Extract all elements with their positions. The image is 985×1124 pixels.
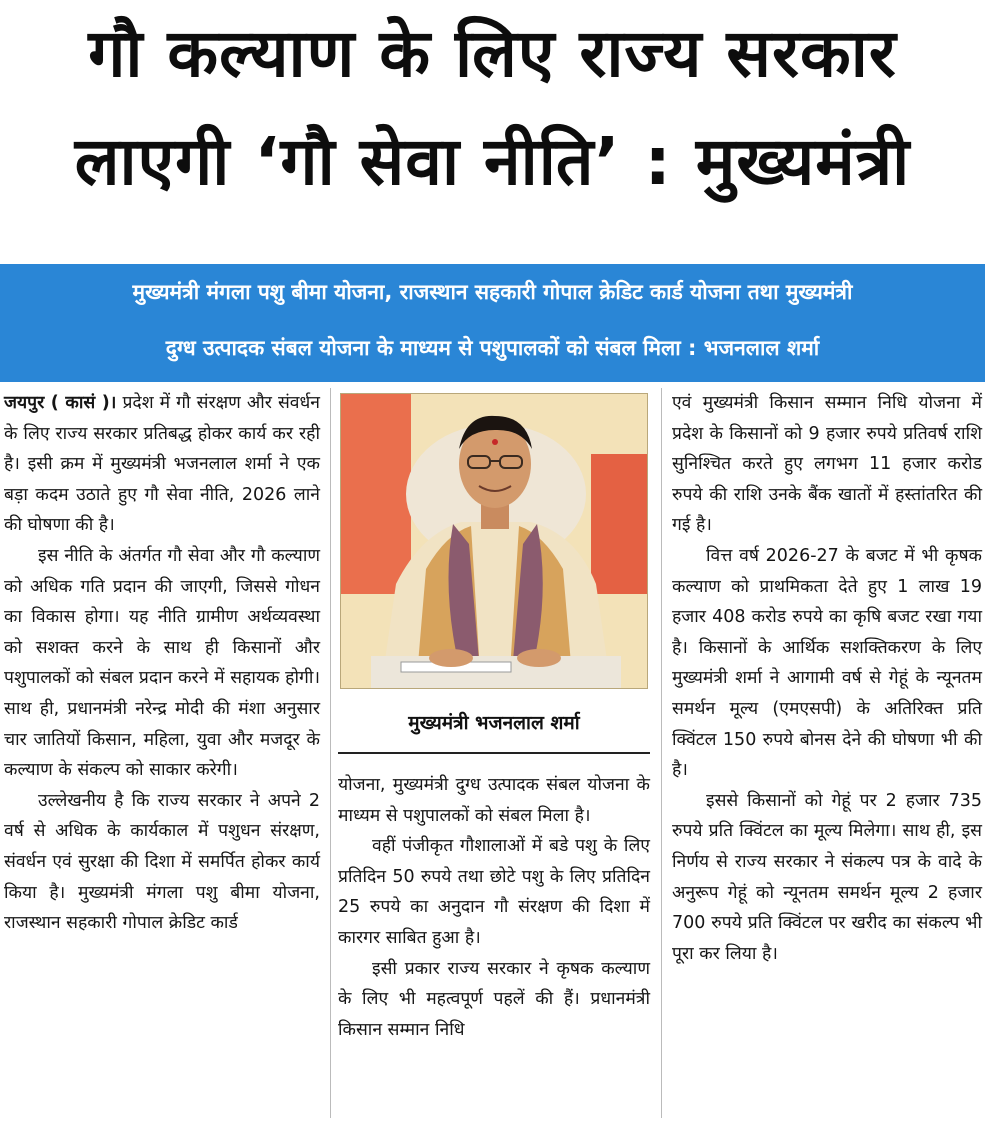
paragraph [4, 388, 320, 541]
paragraph: योजना, मुख्यमंत्री दुग्ध उत्पादक संबल योजना के माध्यम से पशुपालकों को संबल मिला है। [338, 775, 650, 826]
caption-rule [338, 752, 650, 754]
paragraph: इस नीति के अंतर्गत गौ सेवा और गौ कल्याण को अधिक गति प्रदान की जाएगी, जिससे गोधन का विकास होगा। यह नीति ग्रामीण अर्थव्यवस्था को सशक्त करने के साथ ही किसानों और पशुपालकों को संबल प्रदान करने में सहायक होगी। साथ ही, प्रधानमंत्री नरेन्द्र मोदी की मंशा अनुसार चार जातियों किसान, महिला, युवा और मजदूर के कल्याण के संकल्प को साकार करेगी। [4, 545, 320, 781]
paragraph: उल्लेखनीय है कि राज्य सरकार ने अपने 2 वर्ष से अधिक के कार्यकाल में पशुधन संरक्षण, संवर्धन एवं सुरक्षा की दिशा में समर्पित होकर कार्य किया है। मुख्यमंत्री मंगला पशु बीमा योजना, राजस्थान सहकारी गोपाल क्रेडिट कार्ड [4, 790, 320, 934]
subheadline-line-2: दुग्ध उत्पादक संबल योजना के माध्यम से पशुपालकों को संबल मिला : भजनलाल शर्मा [165, 336, 820, 360]
paragraph: वहीं पंजीकृत गौशालाओं में बडे पशु के लिए प्रतिदिन 50 रुपये तथा छोटे पशु के लिए प्रतिदिन 25 रुपये का अनुदान गौ संरक्षण की दिशा में कारगर साबित हुआ है। [338, 836, 650, 948]
headline-line-1: गौ कल्याण के लिए राज्य सरकार [88, 15, 897, 92]
paragraph: इससे किसानों को गेहूं पर 2 हजार 735 रुपये प्रति क्विंटल का मूल्य मिलेगा। साथ ही, इस निर्णय से राज्य सरकार ने संकल्प पत्र के वादे के अनुरूप गेहूं को न्यूनतम समर्थन मूल्य 2 हजार 700 रुपये प्रति क्विंटल पर खरीद का संकल्प भी पूरा कर लिया है। [672, 790, 982, 964]
paragraph: एवं मुख्यमंत्री किसान सम्मान निधि योजना में प्रदेश के किसानों को 9 हजार रुपये प्रतिवर्ष राशि सुनिश्चित करते हुए लगभग 11 हजार करोड रुपये की राशि उनके बैंक खातों में हस्तांतरित की गई है। [672, 393, 982, 536]
column-divider [330, 388, 331, 1118]
column-divider [661, 388, 662, 1118]
headline-line-2: लाएगी ‘गौ सेवा नीति’ : मुख्यमंत्री [74, 123, 911, 200]
paragraph: वित्त वर्ष 2026-27 के बजट में भी कृषक कल्याण को प्राथमिकता देते हुए 1 लाख 19 हजार 408 करोड रुपये का कृषि बजट रखा गया है। किसानों के आर्थिक सशक्तिकरण के लिए मुख्यमंत्री शर्मा ने आगामी वर्ष से गेहूं के न्यूनतम समर्थन मूल्य (एमएसपी) के अतिरिक्त प्रति क्विंटल 150 रुपये बोनस देने की घोषणा भी की है। [672, 545, 982, 781]
subheadline-band [0, 264, 985, 382]
article-column-2 [338, 770, 650, 1045]
headline [0, 0, 985, 262]
chief-minister-photo [340, 393, 648, 689]
portrait-illustration [341, 394, 647, 688]
dateline: जयपुर ( कासं )। [4, 393, 117, 413]
article-column-1 [4, 388, 320, 939]
subheadline-line-1: मुख्यमंत्री मंगला पशु बीमा योजना, राजस्थान सहकारी गोपाल क्रेडिट कार्ड योजना तथा मुख्यमंत्री [132, 280, 853, 304]
article-column-3 [672, 388, 982, 969]
paragraph-text: प्रदेश में गौ संरक्षण और संवर्धन के लिए राज्य सरकार प्रतिबद्ध होकर कार्य कर रही है। इसी क्रम में मुख्यमंत्री भजनलाल शर्मा ने एक बड़ा कदम उठाते हुए गौ सेवा नीति, 2026 लाने की घोषणा की है। [4, 393, 320, 536]
paragraph: इसी प्रकार राज्य सरकार ने कृषक कल्याण के लिए भी महत्वपूर्ण पहलें की हैं। प्रधानमंत्री किसान सम्मान निधि [338, 958, 650, 1040]
photo-caption: मुख्यमंत्री भजनलाल शर्मा [408, 712, 580, 734]
